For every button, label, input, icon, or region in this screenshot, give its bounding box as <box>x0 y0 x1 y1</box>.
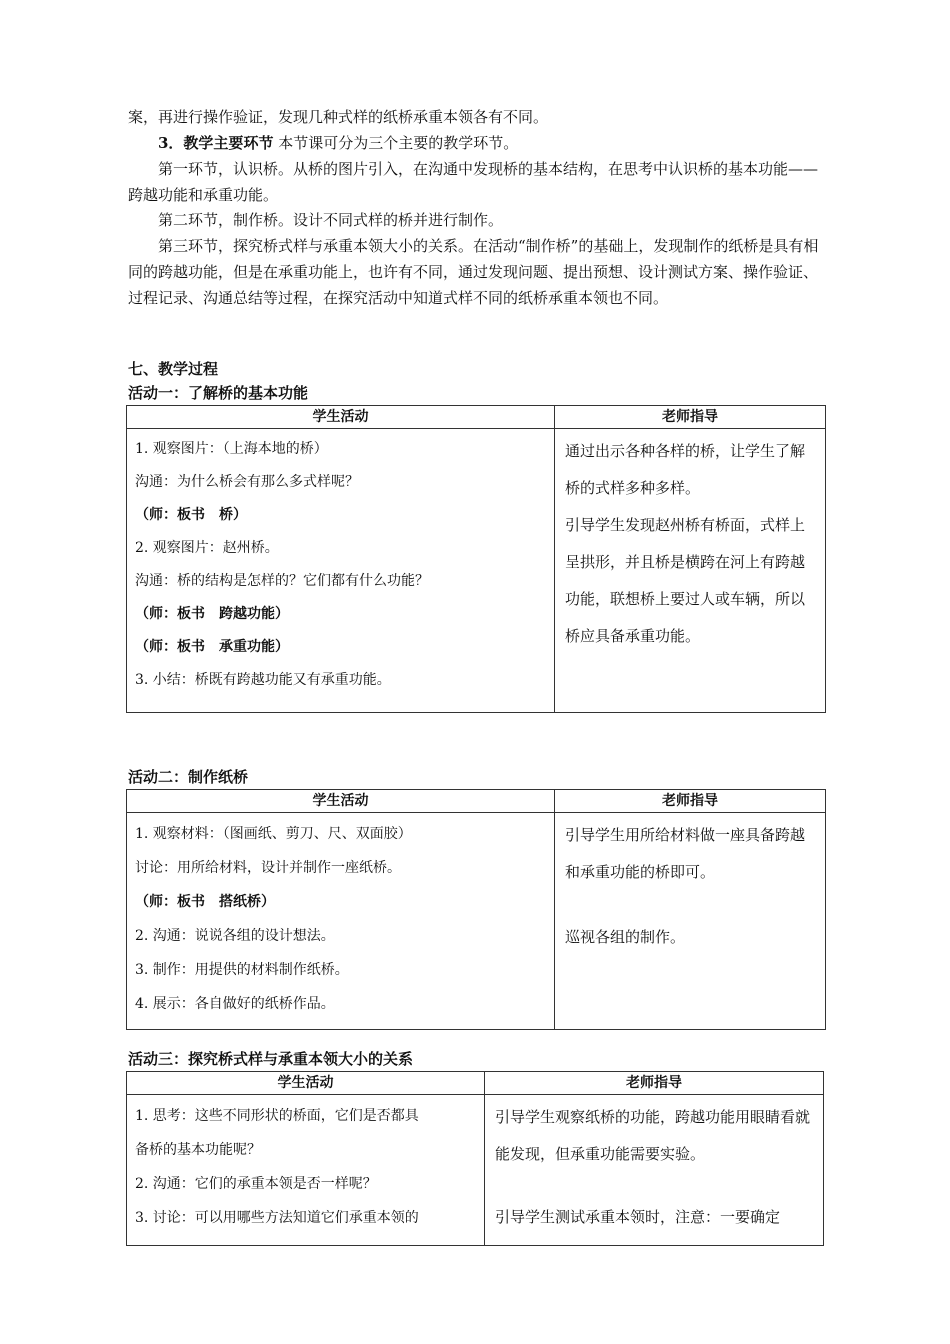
list-item: 4. 展示：各自做好的纸桥作品。 <box>135 996 335 1012</box>
list-item: 1. 观察图片：（上海本地的桥） <box>135 441 328 457</box>
activity1-table <box>126 405 826 713</box>
activity2-teacher-cell <box>555 813 826 1030</box>
activity2-student-cell <box>127 813 555 1030</box>
activity3-col-student: 学生活动 <box>127 1072 485 1095</box>
step3-paragraph: 第三环节，探究桥式样与承重本领大小的关系。在活动“制作桥”的基础上，发现制作的纸桥是具有相同的跨越功能，但是在承重功能上，也许有不同，通过发现问题、提出预想、设计测试方案、操作验证、过程记录、沟通总结等过程，在探究活动中知道式样不同的纸桥承重本领也不同。 <box>128 237 819 307</box>
activity2-table <box>126 789 826 1030</box>
list-item: 沟通：桥的结构是怎样的？它们都有什么功能？ <box>135 573 429 589</box>
list-item: 2. 观察图片：赵州桥。 <box>135 540 279 556</box>
intro-line-top: 案，再进行操作验证，发现几种式样的纸桥承重本领各有不同。 <box>128 108 549 126</box>
step2-paragraph: 第二环节，制作桥。设计不同式样的桥并进行制作。 <box>158 211 504 229</box>
teacher-paragraph: 引导学生观察纸桥的功能，跨越功能用眼睛看就能发现，但承重功能需要实验。 <box>495 1108 811 1163</box>
list-item: 3. 讨论：可以用哪些方法知道它们承重本领的 <box>135 1210 419 1226</box>
list-item: 讨论：用所给材料，设计并制作一座纸桥。 <box>135 860 401 876</box>
section3-title: 3．教学主要环节 <box>158 134 274 152</box>
activity3-table <box>126 1071 824 1246</box>
list-item: （师：板书 桥） <box>135 507 247 523</box>
list-item: （师：板书 搭纸桥） <box>135 894 275 910</box>
activity1-col-student: 学生活动 <box>127 406 555 429</box>
list-item: 备桥的基本功能呢？ <box>135 1142 261 1158</box>
activity2-title: 活动二：制作纸桥 <box>128 768 249 786</box>
teacher-paragraph: 引导学生测试承重本领时，注意：一要确定 <box>495 1208 781 1226</box>
list-item: 1. 观察材料：（图画纸、剪刀、尺、双面胶） <box>135 826 412 842</box>
activity3-teacher-cell <box>485 1095 824 1246</box>
activity3-col-teacher: 老师指导 <box>485 1072 824 1095</box>
activity3-student-cell <box>127 1095 485 1246</box>
list-item: （师：板书 承重功能） <box>135 639 289 655</box>
section7-title: 七、教学过程 <box>128 360 219 378</box>
activity2-col-teacher: 老师指导 <box>555 790 826 813</box>
activity1-student-cell <box>127 429 555 713</box>
list-item: 3. 制作：用提供的材料制作纸桥。 <box>135 962 349 978</box>
list-item: 2. 沟通：它们的承重本领是否一样呢？ <box>135 1176 377 1192</box>
section3-paragraph <box>128 130 828 156</box>
teacher-paragraph: 通过出示各种各样的桥，让学生了解桥的式样多种多样。 <box>565 442 806 497</box>
teacher-paragraph: 引导学生用所给材料做一座具备跨越和承重功能的桥即可。 <box>565 826 806 881</box>
activity1-title: 活动一：了解桥的基本功能 <box>128 384 309 402</box>
list-item: 2. 沟通：说说各组的设计想法。 <box>135 928 335 944</box>
list-item: 沟通：为什么桥会有那么多式样呢？ <box>135 474 359 490</box>
list-item: 1. 思考：这些不同形状的桥面，它们是否都具 <box>135 1108 419 1124</box>
step1-paragraph: 第一环节，认识桥。从桥的图片引入，在沟通中发现桥的基本结构，在思考中认识桥的基本功能——跨越功能和承重功能。 <box>128 160 819 204</box>
section3-text: 本节课可分为三个主要的教学环节。 <box>278 134 519 152</box>
list-item: （师：板书 跨越功能） <box>135 606 289 622</box>
list-item: 3. 小结：桥既有跨越功能又有承重功能。 <box>135 672 391 688</box>
activity1-teacher-cell <box>555 429 826 713</box>
activity1-col-teacher: 老师指导 <box>555 406 826 429</box>
activity3-title: 活动三：探究桥式样与承重本领大小的关系 <box>128 1050 414 1068</box>
teacher-paragraph: 巡视各组的制作。 <box>565 928 686 946</box>
teacher-paragraph: 引导学生发现赵州桥有桥面，式样上呈拱形，并且桥是横跨在河上有跨越功能，联想桥上要过人或车辆，所以桥应具备承重功能。 <box>565 516 806 645</box>
activity2-col-student: 学生活动 <box>127 790 555 813</box>
